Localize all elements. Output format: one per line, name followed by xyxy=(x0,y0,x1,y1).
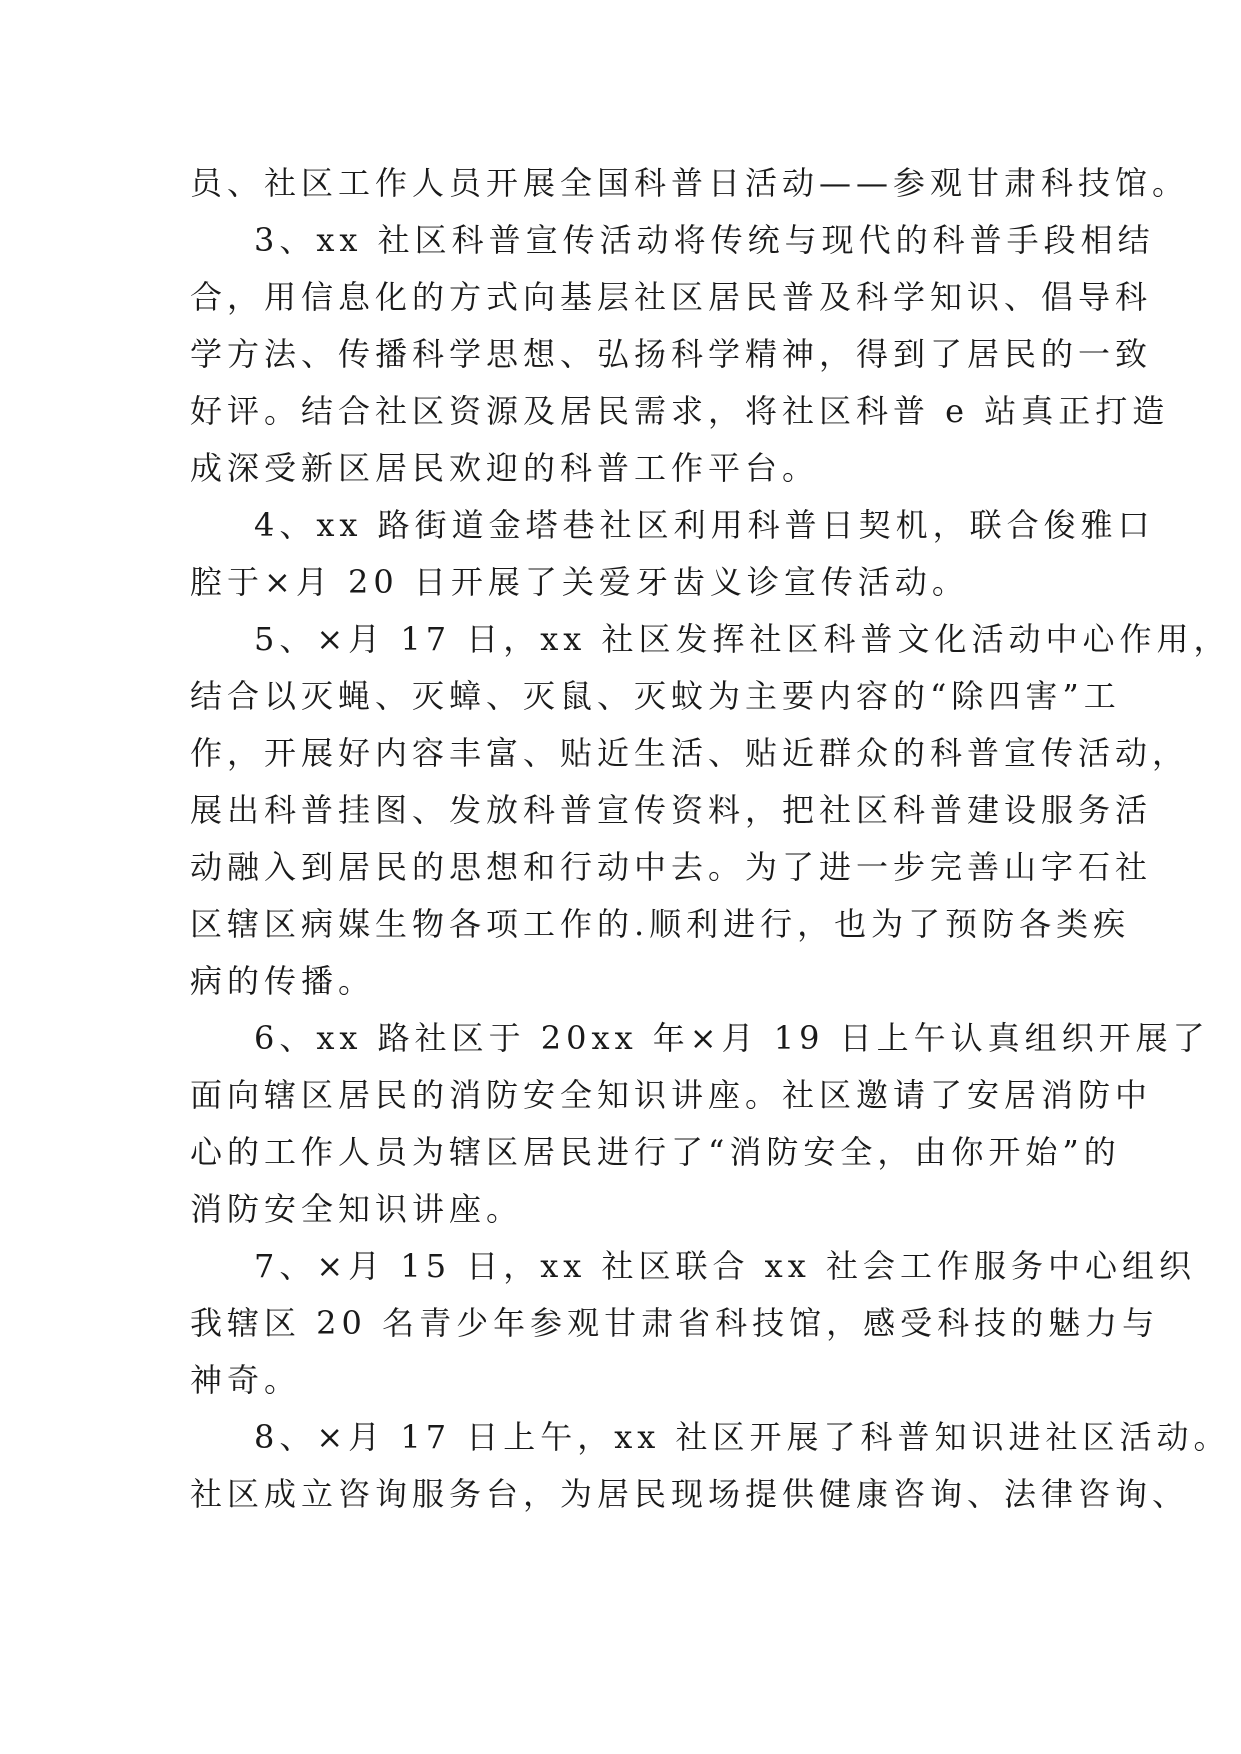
body-text xyxy=(190,155,1231,1523)
text-line: 成深受新区居民欢迎的科普工作平台。 xyxy=(190,449,820,487)
paragraph-start-line: 5、×月 17 日，xx 社区发挥社区科普文化活动中心作用， xyxy=(254,620,1231,658)
text-line: 神奇。 xyxy=(190,1361,302,1399)
paragraph-start-line: 7、×月 15 日，xx 社区联合 xx 社会工作服务中心组织 xyxy=(254,1247,1196,1285)
text-line: 我辖区 20 名青少年参观甘肃省科技馆，感受科技的魅力与 xyxy=(190,1304,1160,1342)
text-line: 好评。结合社区资源及居民需求，将社区科普 e 站真正打造 xyxy=(190,392,1170,430)
text-line: 消防安全知识讲座。 xyxy=(190,1190,524,1228)
text-line: 区辖区病媒生物各项工作的.顺利进行，也为了预防各类疾 xyxy=(190,905,1131,943)
text-line: 腔于×月 20 日开展了关爱牙齿义诊宣传活动。 xyxy=(190,563,969,601)
text-line: 面向辖区居民的消防安全知识讲座。社区邀请了安居消防中 xyxy=(190,1076,1153,1114)
paragraph-start-line: 8、×月 17 日上午，xx 社区开展了科普知识进社区活动。 xyxy=(254,1418,1231,1456)
text-line: 结合以灭蝇、灭蟑、灭鼠、灭蚊为主要内容的“除四害”工 xyxy=(190,677,1121,715)
text-line: 员、社区工作人员开展全国科普日活动——参观甘肃科技馆。 xyxy=(190,164,1190,202)
text-line: 合，用信息化的方式向基层社区居民普及科学知识、倡导科 xyxy=(190,278,1153,316)
text-line: 展出科普挂图、发放科普宣传资料，把社区科普建设服务活 xyxy=(190,791,1153,829)
text-line: 作，开展好内容丰富、贴近生活、贴近群众的科普宣传活动， xyxy=(190,734,1190,772)
paragraph-start-line: 6、xx 路社区于 20xx 年×月 19 日上午认真组织开展了 xyxy=(254,1019,1210,1057)
text-line: 病的传播。 xyxy=(190,962,376,1000)
text-line: 动融入到居民的思想和行动中去。为了进一步完善山字石社 xyxy=(190,848,1153,886)
text-line: 心的工作人员为辖区居民进行了“消防安全，由你开始”的 xyxy=(190,1133,1121,1171)
paragraph-start-line: 3、xx 社区科普宣传活动将传统与现代的科普手段相结 xyxy=(254,221,1155,259)
text-line: 社区成立咨询服务台，为居民现场提供健康咨询、法律咨询、 xyxy=(190,1475,1190,1513)
paragraph-start-line: 4、xx 路街道金塔巷社区利用科普日契机，联合俊雅口 xyxy=(254,506,1155,544)
text-line: 学方法、传播科学思想、弘扬科学精神，得到了居民的一致 xyxy=(190,335,1153,373)
